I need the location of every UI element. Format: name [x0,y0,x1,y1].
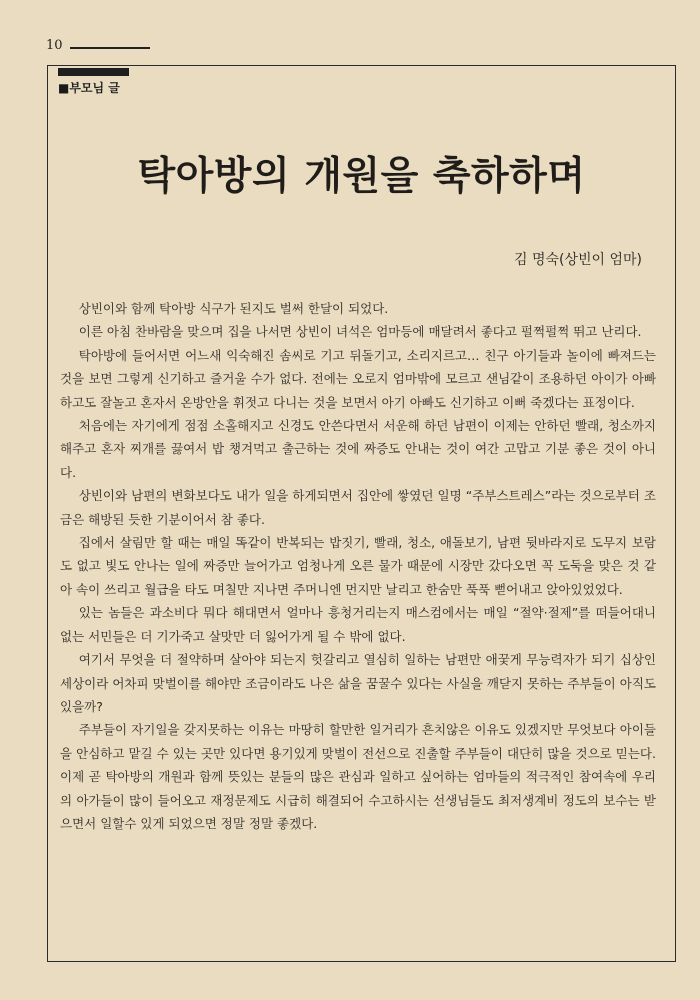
article-paragraph: 있는 놈들은 과소비다 뭐다 해대면서 얼마나 흥청거리는지 매스컴에서는 매일 “절약·절제”를 떠들어대니 없는 서민들은 더 기가죽고 살맛만 더 잃어가게 될 수 밖에 없다. [60,605,656,644]
section-label: ■부모님 글 [58,81,120,95]
article-paragraph: 주부들이 자기일을 갖지못하는 이유는 마땅히 할만한 일거리가 흔치않은 이유도 있겠지만 무엇보다 아이들을 안심하고 맡길 수 있는 곳만 있다면 용기있게 맞벌이 전선으로 진출할 주부들이 대단히 많을 것으로 믿는다. 이제 곧 탁아방의 개원과 함께 뜻있는 분들의 많은 관심과 일하고 싶어하는 엄마들의 적극적인 참여속에 우리의 아가들이 많이 들어오고 재정문제도 시급히 해결되어 수고하시는 선생님들도 최저생계비 정도의 보수는 받으면서 일할수 있게 되었으면 정말 정말 좋겠다. [60,722,656,831]
section-label-bar [58,68,129,76]
article-paragraph: 상빈이와 남편의 변화보다도 내가 일을 하게되면서 집안에 쌓였던 일명 “주부스트레스”라는 것으로부터 조금은 해방된 듯한 기분이어서 참 좋다. [60,488,656,527]
article-paragraph: 여기서 무엇을 더 절약하며 살아야 되는지 헛갈리고 열심히 일하는 남편만 애꿎게 무능력자가 되기 십상인 세상이라 어차피 맞벌이를 해야만 조금이라도 나은 삶을 꿈꿀수 있다는 사실을 깨닫지 못하는 주부들이 아직도 있을까? [60,652,656,714]
article-paragraph: 탁아방에 들어서면 어느새 익숙해진 솜씨로 기고 뒤돌기고, 소리지르고… 친구 아기들과 놀이에 빠져드는 것을 보면 그렇게 신기하고 즐거울 수가 없다. 전에는 오로지 엄마밖에 모르고 샌님같이 조용하던 아이가 아빠하고도 잘놀고 혼자서 온방안을 휘젓고 다니는 것을 보면서 아기 아빠도 신기하고 이뻐 죽겠다는 표정이다. [60,347,656,410]
article-body [60,297,656,835]
page-number: 10 [46,38,63,53]
article-paragraph: 집에서 살림만 할 때는 매일 똑같이 반복되는 밥짓기, 빨래, 청소, 애돌보기, 남편 뒷바라지로 도무지 보람도 없고 빛도 안나는 일에 짜증만 늘어가고 엄청나게 오른 물가 때문에 시장만 갔다오면 꼭 도둑을 맞은 것 같아 속이 쓰리고 월급을 타도 며칠만 지나면 주머니엔 먼지만 날리고 한숨만 푹푹 뻗어내고 앉아있었었다. [60,535,656,597]
article-author: 김 명숙(상빈이 엄마) [513,252,642,268]
article-paragraph: 이른 아침 찬바람을 맞으며 집을 나서면 상빈이 녀석은 엄마등에 매달려서 좋다고 펄쩍펄쩍 뛰고 난리다. [78,324,642,340]
page-number-rule [70,47,150,49]
article-paragraph: 처음에는 자기에게 점점 소홀해지고 신경도 안쓴다면서 서운해 하던 남편이 이제는 안하던 빨래, 청소까지 해주고 혼자 찌개를 끓여서 밥 챙겨먹고 출근하는 것에 짜증도 안내는 것이 여간 고맙고 기분 좋은 것이 아니다. [60,418,656,480]
article-title: 탁아방의 개원을 축하하며 [137,154,586,199]
article-paragraph: 상빈이와 함께 탁아방 식구가 된지도 벌써 한달이 되었다. [78,301,389,316]
